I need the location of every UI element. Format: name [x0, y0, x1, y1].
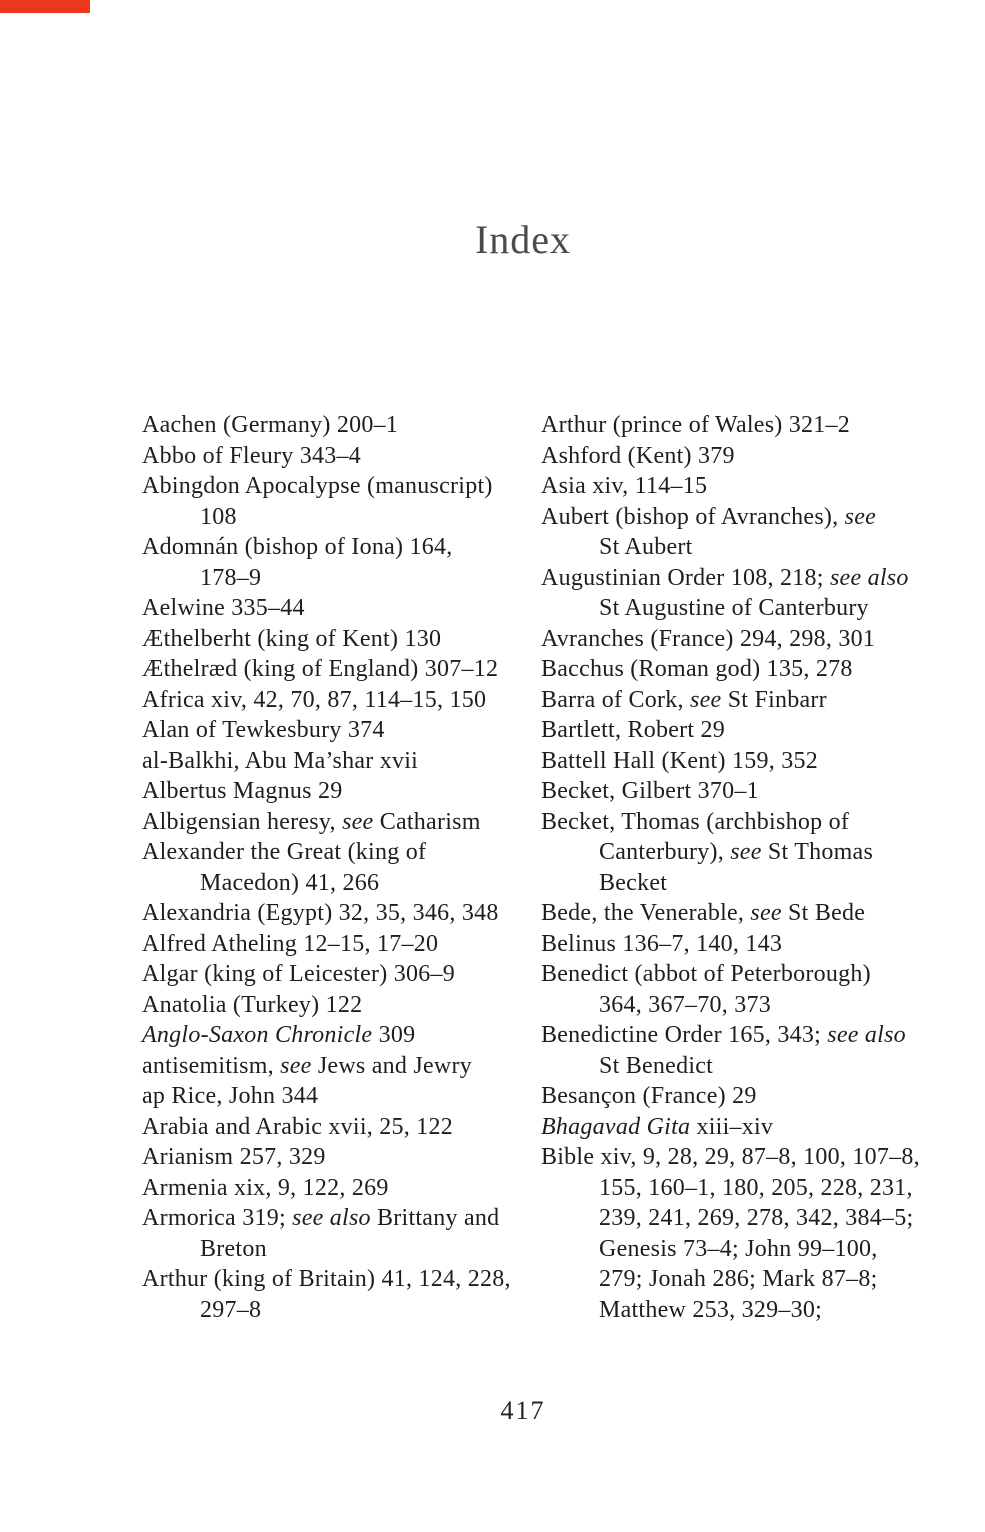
index-entry-text: antisemitism, [142, 1052, 281, 1079]
index-line [541, 1173, 941, 1204]
index-line [541, 1203, 941, 1234]
index-line [142, 410, 540, 441]
index-cross-reference: Anglo-Saxon Chronicle [142, 1022, 373, 1048]
index-entry-text: Battell Hall (Kent) 159, 352 [541, 747, 818, 774]
index-line [142, 1234, 540, 1265]
index-line [142, 1020, 540, 1051]
index-entry-text: Arthur (king of Britain) 41, 124, 228, [142, 1266, 511, 1292]
index-line [142, 654, 540, 685]
index-line [142, 837, 540, 868]
index-line [142, 959, 540, 990]
index-line [142, 807, 540, 838]
index-line [541, 563, 941, 594]
index-line [541, 1142, 941, 1173]
index-entry-text: St Augustine of Canterbury [599, 595, 869, 621]
index-line [541, 1020, 941, 1051]
index-entry-text: 155, 160–1, 180, 205, 228, 231, [599, 1174, 913, 1201]
index-line [142, 898, 540, 929]
index-entry-text: 279; Jonah 286; Mark 87–8; [599, 1266, 878, 1292]
index-entry-text: Algar (king of Leicester) 306–9 [142, 961, 455, 987]
index-entry-text: Canterbury), [599, 839, 731, 865]
index-line [142, 593, 540, 624]
index-line [541, 471, 941, 502]
index-cross-reference: see [730, 839, 762, 865]
index-entry-text: Alfred Atheling 12–15, 17–20 [142, 930, 439, 957]
index-line [541, 1112, 941, 1143]
index-entry-text: Genesis 73–4; John 99–100, [599, 1235, 878, 1262]
index-cross-reference: see [280, 1052, 312, 1079]
index-line [541, 1295, 941, 1326]
index-line [541, 532, 941, 563]
index-entry-text: Becket, Thomas (archbishop of [541, 808, 850, 835]
index-entry-text: Benedict (abbot of Peterborough) [541, 961, 871, 987]
index-cross-reference: Bhagavad Gita [541, 1113, 691, 1140]
index-line [541, 807, 941, 838]
index-line [541, 685, 941, 716]
index-line [541, 868, 941, 899]
index-line [142, 776, 540, 807]
index-line [541, 898, 941, 929]
index-cross-reference: see also [827, 1022, 906, 1048]
index-line [142, 746, 540, 777]
index-line [541, 1264, 941, 1295]
index-entry-text: Benedictine Order 165, 343; [541, 1022, 828, 1048]
index-entry-text: al-Balkhi, Abu Ma’shar xvii [142, 747, 419, 774]
index-line [541, 715, 941, 746]
index-entry-text: Becket [599, 869, 668, 896]
index-line [142, 1173, 540, 1204]
index-line [541, 1051, 941, 1082]
index-entry-text: Abingdon Apocalypse (manuscript) [142, 473, 493, 499]
index-entry-text: Adomnán (bishop of Iona) 164, [142, 534, 453, 560]
index-line [541, 1234, 941, 1265]
index-entry-text: Jews and Jewry [311, 1052, 472, 1079]
index-line [142, 1203, 540, 1234]
index-entry-text: Albigensian heresy, [142, 808, 343, 835]
index-entry-text: Ashford (Kent) 379 [541, 442, 735, 469]
index-line [541, 1081, 941, 1112]
index-entry-text: Bible xiv, 9, 28, 29, 87–8, 100, 107–8, [541, 1144, 920, 1170]
index-line [142, 1112, 540, 1143]
index-entry-text: 364, 367–70, 373 [599, 991, 771, 1018]
index-line [142, 1081, 540, 1112]
index-cross-reference: see [690, 686, 722, 713]
index-line [541, 502, 941, 533]
index-entry-text: ap Rice, John 344 [142, 1083, 319, 1109]
index-entry-text: Arthur (prince of Wales) 321–2 [541, 412, 851, 438]
index-line [142, 929, 540, 960]
index-line [541, 441, 941, 472]
index-entry-text: Brittany and [370, 1205, 500, 1231]
index-line [142, 685, 540, 716]
index-entry-text: 239, 241, 269, 278, 342, 384–5; [599, 1205, 914, 1231]
index-cross-reference: see [342, 808, 374, 835]
index-entry-text: Alexander the Great (king of [142, 839, 427, 865]
index-line [142, 624, 540, 655]
index-line [142, 502, 540, 533]
page-title: Index [474, 217, 572, 262]
index-entry-text: Æthelræd (king of England) 307–12 [142, 656, 499, 682]
index-line [142, 1264, 540, 1295]
index-entry-text: St Aubert [599, 534, 693, 560]
index-column-left [142, 410, 540, 1325]
index-entry-text: Albertus Magnus 29 [142, 778, 343, 804]
index-line [541, 959, 941, 990]
index-entry-text: Aachen (Germany) 200–1 [142, 412, 399, 438]
index-entry-text: Alexandria (Egypt) 32, 35, 346, 348 [142, 900, 499, 926]
index-entry-text: Bacchus (Roman god) 135, 278 [541, 656, 853, 682]
page-number: 417 [500, 1396, 546, 1425]
index-entry-text: Arianism 257, 329 [142, 1144, 326, 1170]
red-marker-bar [0, 0, 90, 13]
index-line [142, 532, 540, 563]
index-entry-text: Aubert (bishop of Avranches), [541, 503, 845, 530]
index-entry-text: Macedon) 41, 266 [200, 869, 380, 896]
index-entry-text: Arabia and Arabic xvii, 25, 122 [142, 1113, 454, 1140]
index-line [142, 868, 540, 899]
index-line [541, 746, 941, 777]
index-entry-text: 108 [200, 503, 237, 530]
index-entry-text: Africa xiv, 42, 70, 87, 114–15, 150 [142, 686, 487, 713]
index-entry-text: St Finbarr [721, 686, 827, 713]
index-line [142, 1051, 540, 1082]
index-entry-text: Aelwine 335–44 [142, 595, 305, 621]
index-entry-text: xiii–xiv [690, 1113, 774, 1140]
index-line [541, 593, 941, 624]
index-cross-reference: see also [829, 564, 909, 591]
index-entry-text: Æthelberht (king of Kent) 130 [142, 625, 442, 652]
index-line [142, 441, 540, 472]
index-entry-text: Bartlett, Robert 29 [541, 717, 726, 743]
index-entry-text: 309 [372, 1022, 416, 1048]
index-line [541, 929, 941, 960]
index-entry-text: St Bede [781, 900, 866, 926]
index-entry-text: Alan of Tewkesbury 374 [142, 717, 385, 743]
index-entry-text: Bede, the Venerable, [541, 900, 751, 926]
index-entry-text: Catharism [373, 808, 481, 835]
index-line [541, 624, 941, 655]
index-line [142, 563, 540, 594]
index-line [142, 715, 540, 746]
index-entry-text: Matthew 253, 329–30; [599, 1296, 822, 1323]
index-cross-reference: see also [292, 1205, 371, 1231]
index-entry-text: 297–8 [200, 1296, 262, 1323]
index-entry-text: Breton [200, 1235, 267, 1262]
index-entry-text: Anatolia (Turkey) 122 [142, 991, 363, 1018]
index-line [541, 410, 941, 441]
index-line [142, 1142, 540, 1173]
index-line [142, 471, 540, 502]
index-entry-text: Belinus 136–7, 140, 143 [541, 930, 783, 957]
index-line [541, 837, 941, 868]
index-entry-text: Barra of Cork, [541, 686, 691, 713]
index-cross-reference: see [750, 900, 782, 926]
index-entry-text: Avranches (France) 294, 298, 301 [541, 625, 876, 652]
index-entry-text: Armorica 319; [142, 1205, 293, 1231]
index-entry-text: Becket, Gilbert 370–1 [541, 778, 759, 804]
index-line [142, 1295, 540, 1326]
index-line [541, 654, 941, 685]
index-entry-text: Augustinian Order 108, 218; [541, 564, 830, 591]
index-column-right [541, 410, 941, 1325]
index-entry-text: 178–9 [200, 564, 262, 591]
index-cross-reference: see [844, 503, 877, 530]
index-entry-text: Besançon (France) 29 [541, 1083, 757, 1109]
index-entry-text: Abbo of Fleury 343–4 [142, 442, 361, 469]
index-entry-text: St Thomas [761, 839, 874, 865]
index-line [142, 990, 540, 1021]
index-entry-text: Asia xiv, 114–15 [541, 473, 708, 499]
index-line [541, 990, 941, 1021]
index-line [541, 776, 941, 807]
index-entry-text: Armenia xix, 9, 122, 269 [142, 1174, 389, 1201]
index-entry-text: St Benedict [599, 1052, 714, 1079]
